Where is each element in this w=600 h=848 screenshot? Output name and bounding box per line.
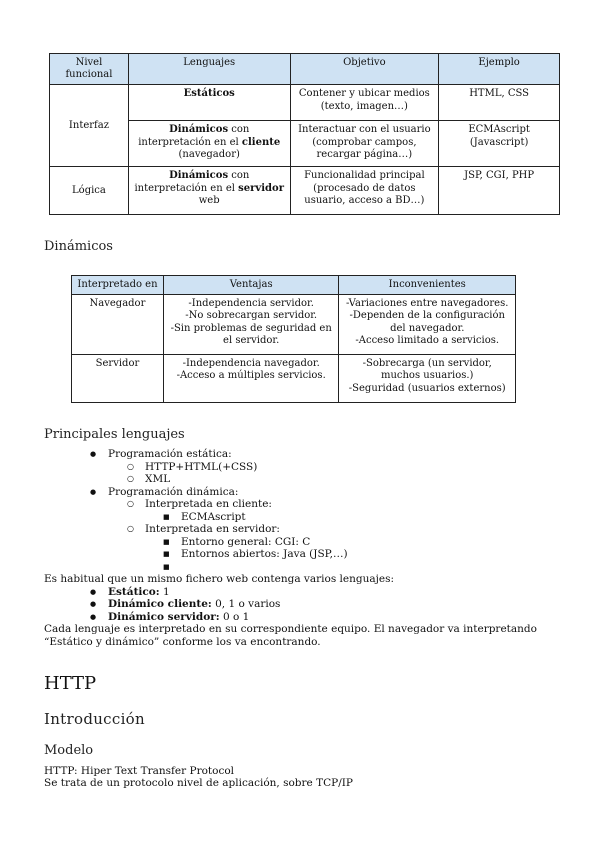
list-item: ■ Entorno general: CGI: C xyxy=(181,536,600,549)
list-item: ○ Interpretada en servidor: xyxy=(145,523,600,536)
http-description: Se trata de un protocolo nivel de aplicación, sobre TCP/IP xyxy=(44,777,353,789)
lang-text: web xyxy=(198,194,220,206)
level-label: Lógica xyxy=(72,184,106,196)
list-item: ○ HTTP+HTML(+CSS) xyxy=(145,461,600,474)
lang-cell xyxy=(128,121,290,167)
table-row xyxy=(72,295,516,355)
example-cell: JSP, CGI, PHP xyxy=(439,167,560,215)
level-label: Interfaz xyxy=(68,119,109,131)
cell-line: -No sobrecargan servidor. xyxy=(185,310,318,322)
heading-http: HTTP xyxy=(44,673,97,694)
where-cell: Navegador xyxy=(72,295,164,355)
count-label: Estático: xyxy=(108,585,160,598)
cell-line: -Sobrecarga (un servidor, muchos usuarios.) xyxy=(362,358,492,382)
lang-bold: Dinámicos xyxy=(169,124,229,136)
habitual-text: Es habitual que un mismo fichero web contenga varios lenguajes: xyxy=(44,573,395,585)
section-heading-principales: Principales lenguajes xyxy=(44,427,185,442)
objective-cell: Interactuar con el usuario (comprobar campos, recargar página…) xyxy=(290,121,439,167)
col-header: Ventajas xyxy=(163,276,339,295)
list-item xyxy=(181,561,600,574)
lang-text: con interpretación en el xyxy=(138,124,250,148)
cell-line: -Independencia servidor. xyxy=(188,298,314,310)
table-row xyxy=(72,355,516,403)
col-header: Objetivo xyxy=(290,54,439,85)
cell-line: -Sin problemas de seguridad en el servidor. xyxy=(170,322,332,346)
cell-line: -Dependen de la configuración del navegador. xyxy=(349,310,505,334)
languages-table xyxy=(49,53,560,215)
list-item: ● Programación estática: xyxy=(108,448,600,461)
lang-bold: Dinámicos xyxy=(169,170,229,182)
list-item: ■ Entornos abiertos: Java (JSP,…) xyxy=(181,548,600,561)
count-value: 1 xyxy=(159,585,170,598)
col-header: Lenguajes xyxy=(128,54,290,85)
lang-text: con interpretación en el xyxy=(134,170,250,194)
where-cell: Servidor xyxy=(72,355,164,403)
disadvantages-cell xyxy=(339,295,516,355)
level-cell xyxy=(50,167,129,215)
list-item: ○ XML xyxy=(145,473,600,486)
paragraph: Cada lenguaje es interpretado en su correspondiente equipo. El navegador va interpretando “Estático y dinámico” conforme los va encontrando. xyxy=(44,623,537,648)
advantages-cell xyxy=(163,295,339,355)
col-header: Inconvenientes xyxy=(339,276,516,295)
cell-line: -Independencia navegador. xyxy=(182,358,320,370)
table-header-row xyxy=(72,276,516,295)
interpretation-table xyxy=(71,275,516,403)
count-label: Dinámico servidor: xyxy=(108,610,220,623)
http-definition: HTTP: Hiper Text Transfer Protocol xyxy=(44,765,235,777)
example-cell: ECMAscript (Javascript) xyxy=(439,121,560,167)
cell-line: -Acceso a múltiples servicios. xyxy=(176,370,326,382)
cell-line: -Seguridad (usuarios externos) xyxy=(348,382,506,394)
cell-line: -Acceso limitado a servicios. xyxy=(355,334,500,346)
lang-bold: Estáticos xyxy=(183,88,235,100)
cell-line: -Variaciones entre navegadores. xyxy=(346,298,509,310)
count-value: 0 o 1 xyxy=(219,610,250,623)
count-value: 0, 1 o varios xyxy=(211,598,281,610)
lang-text: (navegador) xyxy=(178,148,240,160)
heading-introduccion: Introducción xyxy=(44,710,145,728)
count-item xyxy=(108,611,600,624)
lang-bold: cliente xyxy=(241,136,281,148)
table-row xyxy=(50,167,560,215)
heading-modelo: Modelo xyxy=(44,743,94,758)
level-cell xyxy=(50,85,129,167)
table-row xyxy=(50,85,560,121)
list-item: ■ ECMAscript xyxy=(181,511,600,524)
lang-cell xyxy=(128,167,290,215)
col-header: Ejemplo xyxy=(439,54,560,85)
count-label: Dinámico cliente: xyxy=(108,598,212,610)
section-heading-dinamicos: Dinámicos xyxy=(44,239,113,254)
count-item xyxy=(108,586,600,599)
col-header: Interpretado en xyxy=(72,276,164,295)
col-header: Nivel funcional xyxy=(50,54,129,85)
advantages-cell xyxy=(163,355,339,403)
disadvantages-cell xyxy=(339,355,516,403)
table-header-row xyxy=(50,54,560,85)
count-item xyxy=(108,598,600,611)
lang-cell xyxy=(128,85,290,121)
example-cell: HTML, CSS xyxy=(439,85,560,121)
list-item: ○ Interpretada en cliente: xyxy=(145,498,600,511)
list-item: ● Programación dinámica: xyxy=(108,486,600,499)
lang-bold: servidor xyxy=(238,182,284,194)
objective-cell: Funcionalidad principal (procesado de datos usuario, acceso a BD…) xyxy=(290,167,439,215)
objective-cell: Contener y ubicar medios (texto, imagen…) xyxy=(290,85,439,121)
languages-list xyxy=(0,448,600,648)
